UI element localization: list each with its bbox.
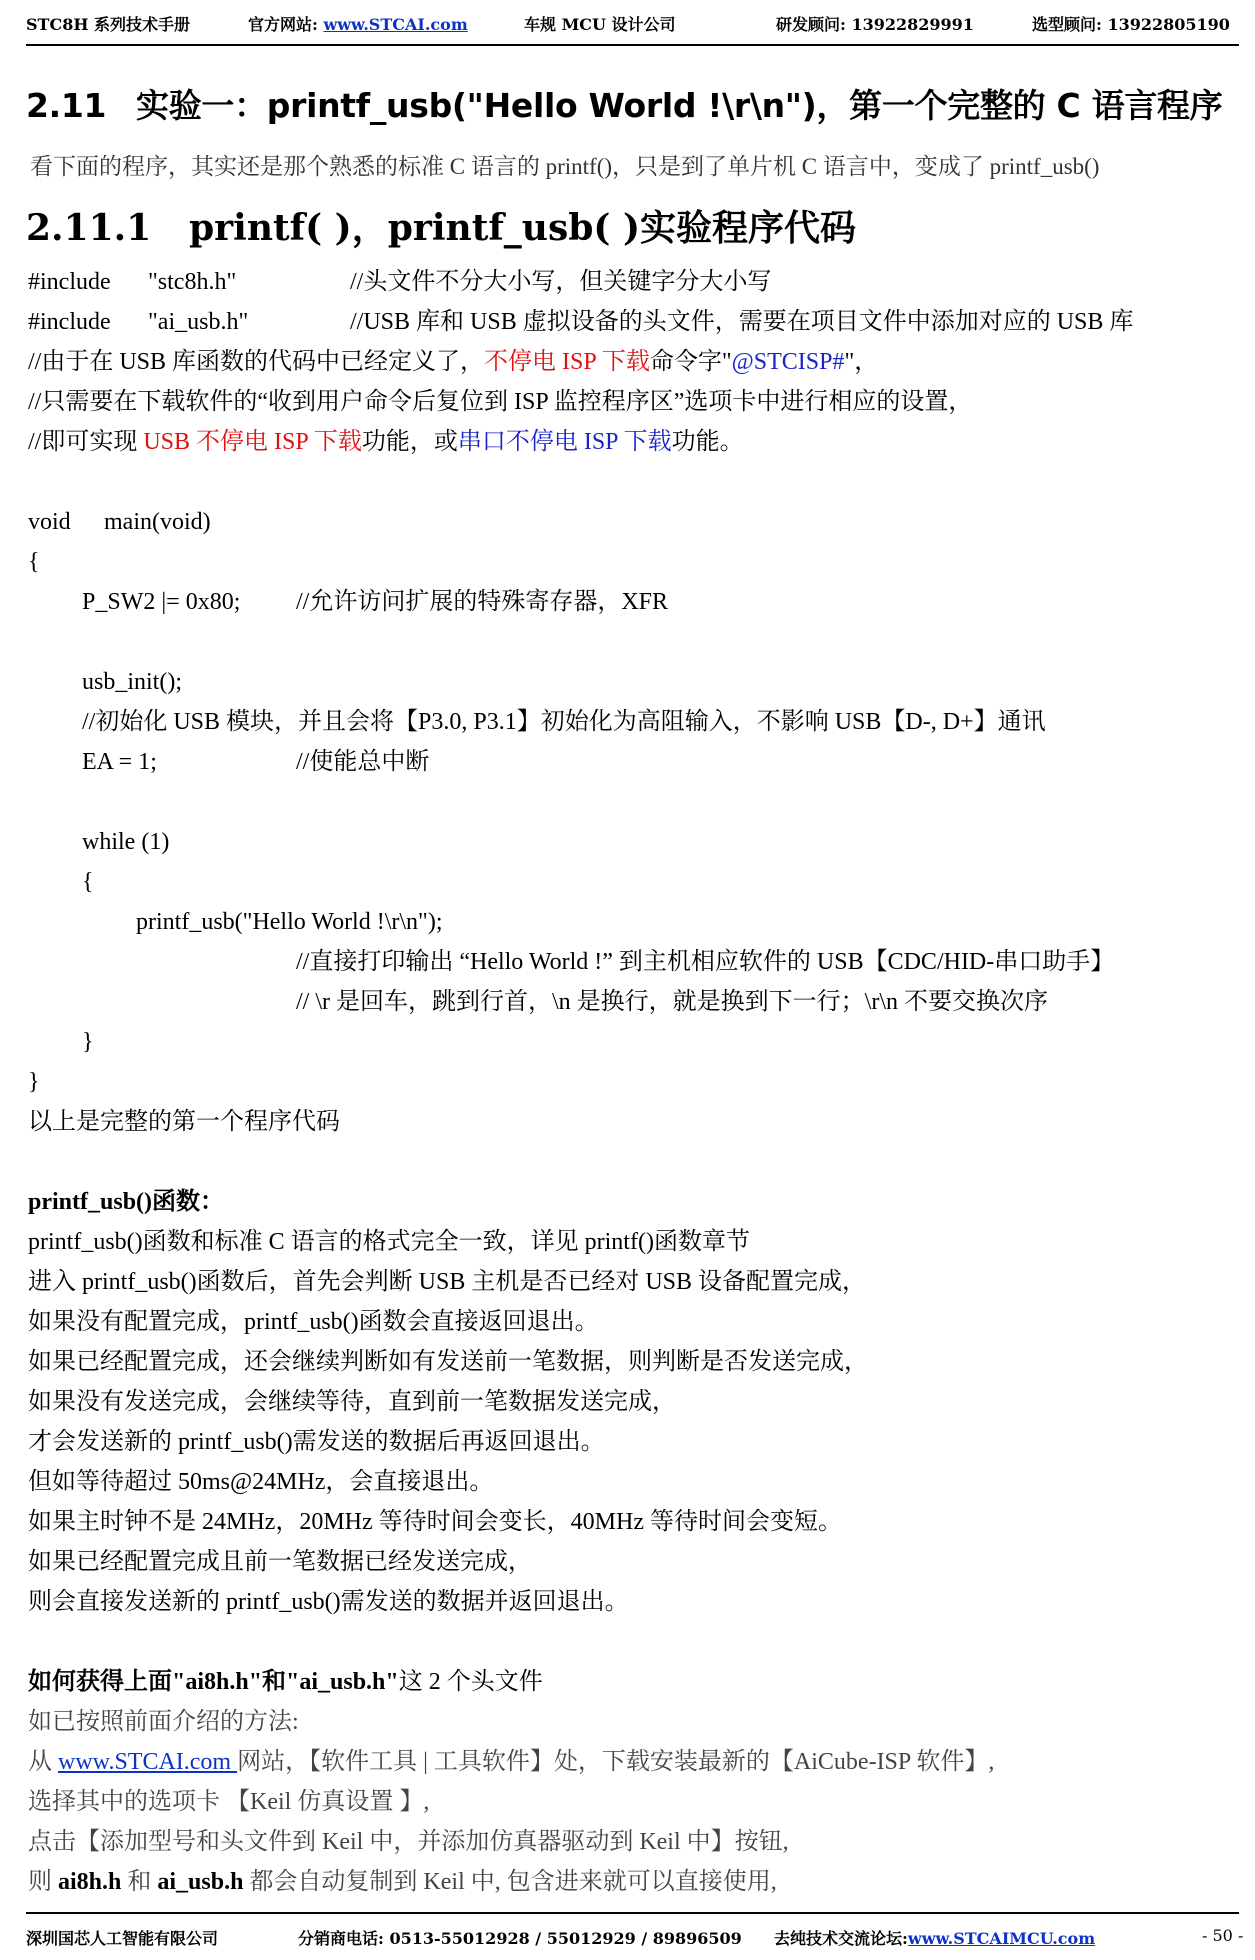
howto-title-file: "ai8h.h" — [172, 1669, 263, 1695]
howto-line-3: 选择其中的选项卡 【Keil 仿真设置 】, — [28, 1789, 430, 1815]
howto-file-name: ai_usb.h — [157, 1869, 244, 1895]
code-comment-line-3 — [28, 350, 878, 374]
howto-title-text: 和 — [262, 1669, 287, 1695]
howto-title-text: 如何获得上面 — [28, 1669, 172, 1695]
howto-text: 都会自动复制到 Keil 中, 包含进来就可以直接使用, — [243, 1869, 777, 1895]
howto-line-1: 如已按照前面介绍的方法: — [28, 1709, 299, 1735]
function-line: 如果没有配置完成，printf_usb()函数会直接返回退出。 — [28, 1309, 599, 1335]
howto-text: 网站，【软件工具 | 工具软件】处，下载安装最新的【AiCube-ISP 软件】, — [237, 1749, 995, 1775]
function-line: printf_usb()函数和标准 C 语言的格式完全一致，详见 printf()函数章节 — [28, 1229, 750, 1255]
howto-line-2 — [28, 1750, 994, 1774]
code-after-note: 以上是完整的第一个程序代码 — [28, 1109, 340, 1135]
header-selection-contact: 选型顾问: 13922805190 — [1032, 15, 1230, 34]
howto-file-name: ai8h.h — [58, 1869, 122, 1895]
subsection-number: 2.11.1 — [26, 207, 152, 249]
code-line-include-2 — [28, 309, 1134, 335]
howto-title-file: "ai_usb.h" — [286, 1669, 399, 1695]
highlight-blue: @STCISP# — [731, 349, 845, 375]
code-token: void — [28, 509, 71, 535]
header-website-link[interactable]: www.STCAI.com — [323, 15, 468, 34]
code-token: #include — [28, 309, 111, 335]
section-intro: 看下面的程序，其实还是那个熟悉的标准 C 语言的 printf()，只是到了单片机 C 语言中，变成了 printf_usb() — [30, 154, 1100, 179]
code-comment-line-5 — [28, 430, 744, 454]
code-comment: //头文件不分大小写，但关键字分大小写 — [350, 269, 772, 295]
howto-title-text: 这 2 个头文件 — [398, 1669, 543, 1695]
code-comment-printf-2: // \r 是回车，跳到行首，\n 是换行，就是换到下一行；\r\n 不要交换次序 — [296, 989, 1048, 1015]
function-line: 如果主时钟不是 24MHz，20MHz 等待时间会变长，40MHz 等待时间会变短。 — [28, 1509, 842, 1535]
page-number: - 50 - — [1202, 1926, 1244, 1945]
code-comment: //允许访问扩展的特殊寄存器，XFR — [296, 589, 669, 615]
code-comment: //使能总中断 — [296, 749, 430, 775]
code-token: P_SW2 |= 0x80; — [82, 589, 241, 615]
function-line: 如果没有发送完成，会继续等待，直到前一笔数据发送完成， — [28, 1389, 676, 1415]
footer-company: 深圳国芯人工智能有限公司 — [26, 1929, 219, 1948]
code-while-brace-open: { — [82, 869, 94, 895]
code-comment-printf-1: //直接打印输出 “Hello World !” 到主机相应软件的 USB【CDC/HID-串口助手】 — [296, 949, 1115, 975]
code-line-main — [28, 509, 211, 535]
code-brace-close: } — [28, 1069, 40, 1095]
code-comment: //由于在 USB 库函数的代码中已经定义了， — [28, 349, 485, 375]
footer-forum — [774, 1926, 1095, 1949]
page-footer — [26, 1912, 1244, 1960]
howto-line-4: 点击【添加型号和头文件到 Keil 中，并添加仿真器驱动到 Keil 中】按钮, — [28, 1829, 789, 1855]
footer-forum-label: 去纯技术交流论坛: — [774, 1929, 908, 1948]
page-header — [26, 0, 1239, 46]
code-comment: 功能，或 — [361, 429, 458, 455]
howto-title — [28, 1670, 543, 1694]
howto-text: 从 — [28, 1749, 58, 1775]
code-comment-line-4: //只需要在下载软件的“收到用户命令后复位到 ISP 监控程序区”选项卡中进行相应的设置， — [28, 389, 973, 415]
function-line: 如果已经配置完成，还会继续判断如有发送前一笔数据，则判断是否发送完成， — [28, 1349, 868, 1375]
header-rd-contact: 研发顾问: 13922829991 — [776, 15, 974, 34]
code-line-while: while (1) — [82, 829, 170, 855]
section-number: 2.11 — [26, 86, 107, 125]
code-line-psw2 — [82, 589, 669, 615]
code-token: "ai_usb.h" — [148, 309, 249, 335]
code-line-usb-init: usb_init(); — [82, 669, 182, 695]
code-token: "stc8h.h" — [148, 269, 237, 295]
code-comment: 命令字" — [649, 349, 732, 375]
function-line: 进入 printf_usb()函数后，首先会判断 USB 主机是否已经对 USB 设备配置完成， — [28, 1269, 867, 1295]
code-comment: 功能。 — [671, 429, 744, 455]
code-line-ea — [82, 749, 430, 775]
code-token: main(void) — [104, 509, 211, 535]
code-line-include-1 — [28, 269, 772, 295]
function-line: 则会直接发送新的 printf_usb()需发送的数据并返回退出。 — [28, 1589, 629, 1615]
highlight-red: USB 不停电 ISP 下载 — [143, 429, 362, 455]
section-title: 实验一：printf_usb("Hello World !\r\n")，第一个完整的 C 语言程序 — [136, 86, 1223, 125]
header-website — [248, 12, 468, 35]
function-title: printf_usb()函数： — [28, 1189, 225, 1215]
function-line: 如果已经配置完成且前一笔数据已经发送完成， — [28, 1549, 532, 1575]
howto-text: 则 — [28, 1869, 58, 1895]
code-while-brace-close: } — [82, 1029, 94, 1055]
header-company: 车规 MCU 设计公司 — [524, 15, 676, 34]
stcai-website-link[interactable]: www.STCAI.com — [58, 1749, 238, 1775]
highlight-red: 不停电 ISP 下载 — [484, 349, 650, 375]
footer-phone: 分销商电话: 0513-55012928 / 55012929 / 89896509 — [298, 1929, 742, 1948]
code-comment-usb-init: //初始化 USB 模块，并且会将【P3.0, P3.1】初始化为高阻输入，不影响 USB【D-, D+】通讯 — [82, 709, 1046, 735]
header-manual-title: STC8H 系列技术手册 — [26, 15, 191, 34]
footer-forum-link[interactable]: www.STCAIMCU.com — [907, 1929, 1096, 1948]
howto-text: 和 — [121, 1869, 158, 1895]
code-line-printf: printf_usb("Hello World !\r\n"); — [136, 909, 443, 935]
section-heading — [26, 80, 1222, 127]
code-brace-open: { — [28, 549, 40, 575]
code-comment: //USB 库和 USB 虚拟设备的头文件，需要在项目文件中添加对应的 USB 库 — [350, 309, 1134, 335]
howto-line-5 — [28, 1870, 777, 1894]
code-comment: //即可实现 — [28, 429, 144, 455]
code-token: EA = 1; — [82, 749, 157, 775]
subsection-heading — [26, 200, 856, 251]
function-line: 但如等待超过 50ms@24MHz，会直接退出。 — [28, 1469, 494, 1495]
header-website-label: 官方网站: — [248, 15, 324, 34]
highlight-blue: 串口不停电 ISP 下载 — [457, 429, 672, 455]
function-line: 才会发送新的 printf_usb()需发送的数据后再返回退出。 — [28, 1429, 605, 1455]
code-comment: "， — [844, 349, 879, 375]
code-token: #include — [28, 269, 111, 295]
subsection-title: printf( )，printf_usb( )实验程序代码 — [189, 207, 857, 249]
